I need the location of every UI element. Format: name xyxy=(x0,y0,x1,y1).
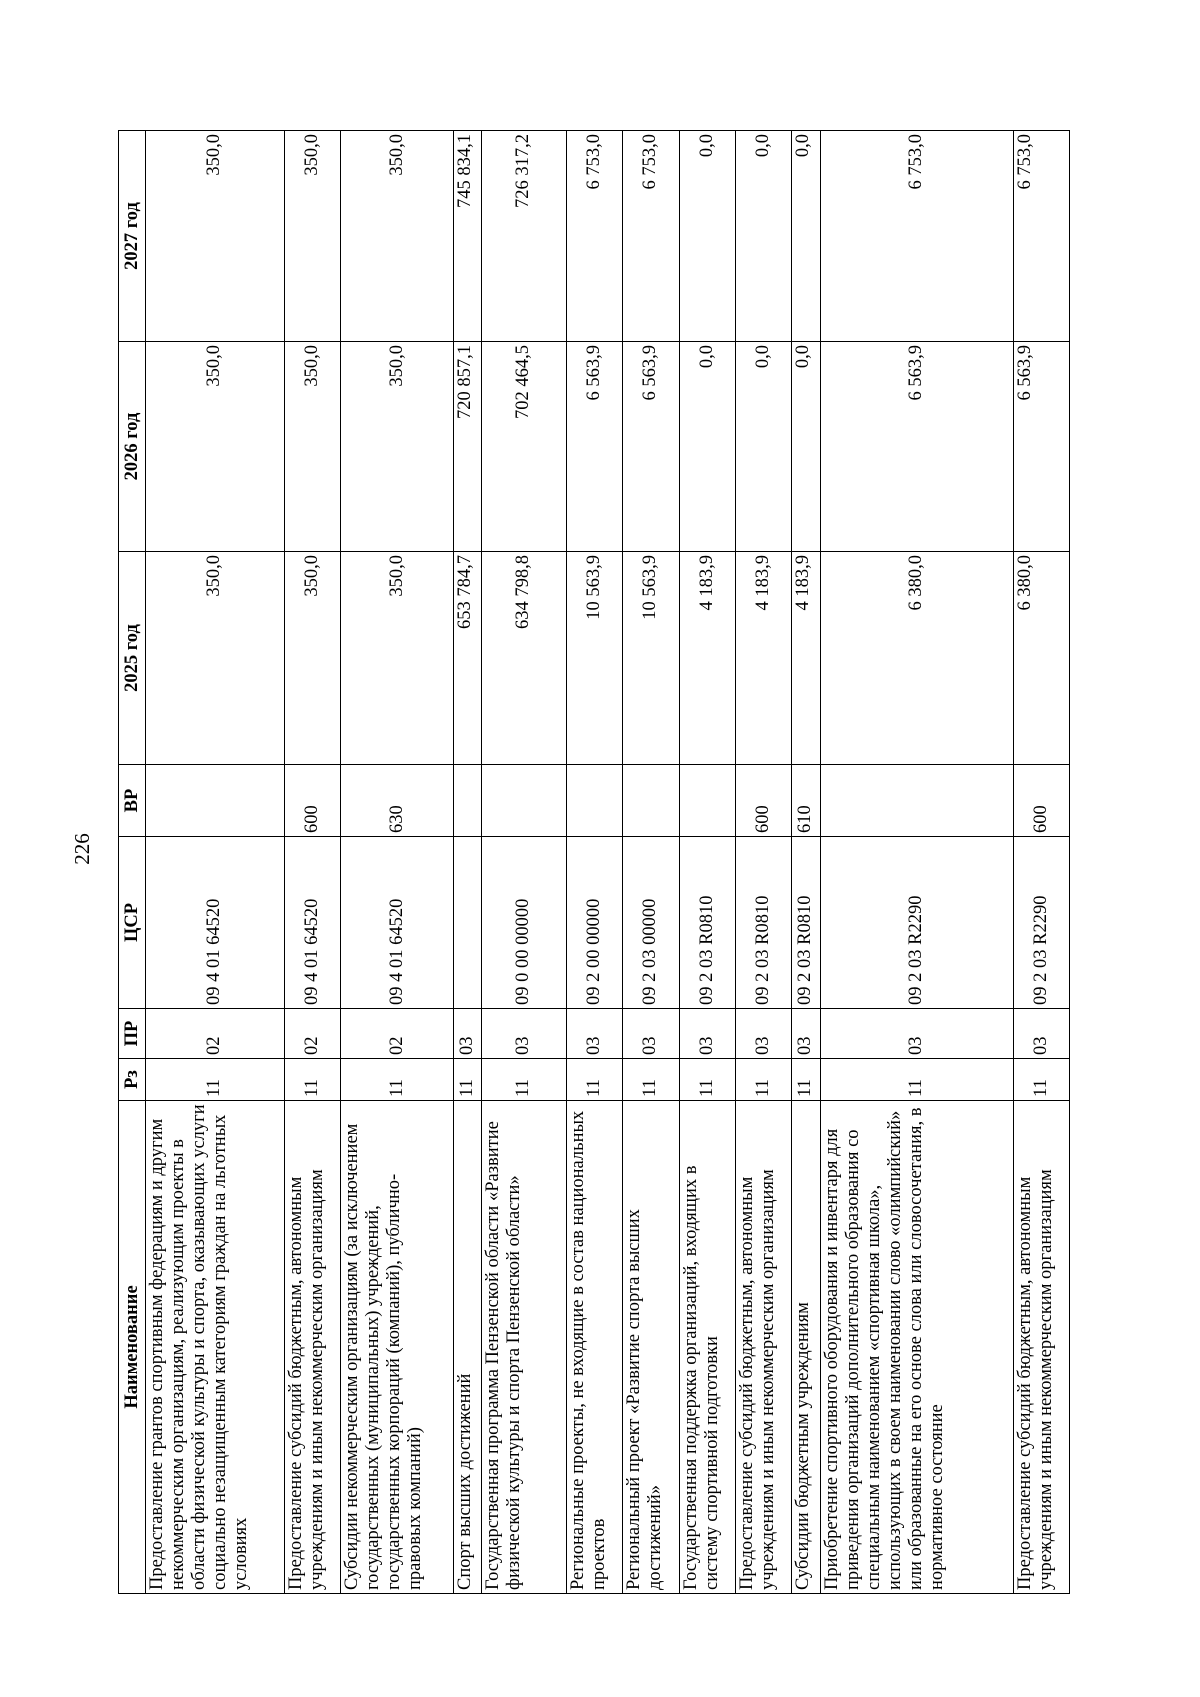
cell-2027: 745 834,1 xyxy=(453,131,481,342)
cell-pr: 02 xyxy=(146,1009,285,1059)
table-row xyxy=(566,131,622,1594)
cell-2026: 350,0 xyxy=(146,342,285,552)
cell-csr: 09 0 00 00000 xyxy=(482,837,567,1009)
cell-csr xyxy=(453,837,481,1009)
budget-table xyxy=(118,130,1070,1594)
cell-rz: 11 xyxy=(735,1059,791,1101)
cell-vr xyxy=(820,765,1013,837)
cell-pr: 03 xyxy=(566,1009,622,1059)
budget-table-container xyxy=(118,131,1070,1594)
cell-vr xyxy=(566,765,622,837)
cell-csr: 09 2 03 R2290 xyxy=(820,837,1013,1009)
table-row xyxy=(284,131,340,1594)
cell-rz: 11 xyxy=(284,1059,340,1101)
cell-vr xyxy=(146,765,285,837)
cell-name: Приобретение спортивного оборудования и инвентаря для приведения организаций дополнительного образования со специальным наименованием «спортивная школа», использующих в своем наименовании слово «олимпийский» или образованные на его основе слова или словосочетания, в нормативное состояние xyxy=(820,1101,1013,1594)
cell-rz: 11 xyxy=(146,1059,285,1101)
cell-rz: 11 xyxy=(453,1059,481,1101)
header-2026: 2026 год xyxy=(119,342,146,552)
cell-csr: 09 4 01 64520 xyxy=(284,837,340,1009)
cell-2027: 350,0 xyxy=(284,131,340,342)
cell-pr: 02 xyxy=(284,1009,340,1059)
cell-2025: 4 183,9 xyxy=(792,552,820,765)
cell-csr: 09 2 00 00000 xyxy=(566,837,622,1009)
cell-2027: 350,0 xyxy=(146,131,285,342)
cell-2027: 6 753,0 xyxy=(820,131,1013,342)
cell-2027: 6 753,0 xyxy=(1013,131,1069,342)
cell-rz: 11 xyxy=(482,1059,567,1101)
cell-rz: 11 xyxy=(679,1059,735,1101)
cell-2026: 0,0 xyxy=(679,342,735,552)
cell-2027: 6 753,0 xyxy=(566,131,622,342)
cell-pr: 02 xyxy=(341,1009,454,1059)
cell-rz: 11 xyxy=(820,1059,1013,1101)
cell-2027: 0,0 xyxy=(679,131,735,342)
table-row xyxy=(792,131,820,1594)
cell-2026: 720 857,1 xyxy=(453,342,481,552)
header-2027: 2027 год xyxy=(119,131,146,342)
cell-csr: 09 4 01 64520 xyxy=(146,837,285,1009)
cell-2025: 10 563,9 xyxy=(566,552,622,765)
cell-2026: 350,0 xyxy=(341,342,454,552)
cell-csr: 09 2 03 00000 xyxy=(623,837,679,1009)
cell-pr: 03 xyxy=(453,1009,481,1059)
cell-vr: 610 xyxy=(792,765,820,837)
table-row xyxy=(341,131,454,1594)
cell-pr: 03 xyxy=(1013,1009,1069,1059)
cell-pr: 03 xyxy=(820,1009,1013,1059)
header-rz: Рз xyxy=(119,1059,146,1101)
cell-name: Государственная программа Пензенской области «Развитие физической культуры и спорта Пензенской области» xyxy=(482,1101,567,1594)
cell-2026: 6 563,9 xyxy=(1013,342,1069,552)
cell-2026: 6 563,9 xyxy=(623,342,679,552)
cell-name: Государственная поддержка организаций, входящих в систему спортивной подготовки xyxy=(679,1101,735,1594)
cell-2025: 653 784,7 xyxy=(453,552,481,765)
header-pr: ПР xyxy=(119,1009,146,1059)
cell-2026: 350,0 xyxy=(284,342,340,552)
cell-2025: 350,0 xyxy=(146,552,285,765)
cell-pr: 03 xyxy=(792,1009,820,1059)
table-header-row xyxy=(119,131,146,1594)
cell-pr: 03 xyxy=(679,1009,735,1059)
cell-vr: 600 xyxy=(1013,765,1069,837)
cell-2025: 10 563,9 xyxy=(623,552,679,765)
table-row xyxy=(1013,131,1069,1594)
cell-2027: 6 753,0 xyxy=(623,131,679,342)
cell-2025: 350,0 xyxy=(284,552,340,765)
table-row xyxy=(623,131,679,1594)
cell-2026: 6 563,9 xyxy=(566,342,622,552)
header-name: Наименование xyxy=(119,1101,146,1594)
cell-2027: 0,0 xyxy=(792,131,820,342)
header-vr: ВР xyxy=(119,765,146,837)
cell-2027: 726 317,2 xyxy=(482,131,567,342)
cell-2025: 4 183,9 xyxy=(679,552,735,765)
cell-rz: 11 xyxy=(566,1059,622,1101)
cell-pr: 03 xyxy=(735,1009,791,1059)
header-2025: 2025 год xyxy=(119,552,146,765)
cell-2025: 6 380,0 xyxy=(820,552,1013,765)
cell-csr: 09 2 03 R0810 xyxy=(735,837,791,1009)
cell-name: Спорт высших достижений xyxy=(453,1101,481,1594)
cell-2025: 6 380,0 xyxy=(1013,552,1069,765)
cell-2026: 0,0 xyxy=(735,342,791,552)
cell-2026: 6 563,9 xyxy=(820,342,1013,552)
cell-rz: 11 xyxy=(1013,1059,1069,1101)
cell-vr: 600 xyxy=(284,765,340,837)
cell-2026: 0,0 xyxy=(792,342,820,552)
cell-csr: 09 2 03 R0810 xyxy=(792,837,820,1009)
cell-rz: 11 xyxy=(792,1059,820,1101)
cell-name: Региональные проекты, не входящие в состав национальных проектов xyxy=(566,1101,622,1594)
cell-vr xyxy=(482,765,567,837)
cell-vr: 600 xyxy=(735,765,791,837)
table-row xyxy=(679,131,735,1594)
cell-name: Предоставление субсидий бюджетным, автономным учреждениям и иным некоммерческим организациям xyxy=(735,1101,791,1594)
cell-vr xyxy=(453,765,481,837)
cell-csr: 09 2 03 R2290 xyxy=(1013,837,1069,1009)
cell-2025: 634 798,8 xyxy=(482,552,567,765)
table-row xyxy=(820,131,1013,1594)
cell-2026: 702 464,5 xyxy=(482,342,567,552)
header-csr: ЦСР xyxy=(119,837,146,1009)
cell-name: Предоставление субсидий бюджетным, автономным учреждениям и иным некоммерческим организациям xyxy=(1013,1101,1069,1594)
cell-name: Субсидии некоммерческим организациям (за исключением государственных (муниципальных) учреждений, государственных корпораций (компаний), публично-правовых компаний) xyxy=(341,1101,454,1594)
cell-2027: 350,0 xyxy=(341,131,454,342)
cell-2025: 350,0 xyxy=(341,552,454,765)
cell-csr: 09 2 03 R0810 xyxy=(679,837,735,1009)
table-row xyxy=(482,131,567,1594)
page-number: 226 xyxy=(70,833,94,865)
cell-vr xyxy=(623,765,679,837)
cell-pr: 03 xyxy=(482,1009,567,1059)
table-row xyxy=(453,131,481,1594)
cell-2025: 4 183,9 xyxy=(735,552,791,765)
cell-vr xyxy=(679,765,735,837)
table-row xyxy=(735,131,791,1594)
cell-csr: 09 4 01 64520 xyxy=(341,837,454,1009)
cell-rz: 11 xyxy=(623,1059,679,1101)
cell-2027: 0,0 xyxy=(735,131,791,342)
cell-name: Предоставление субсидий бюджетным, автономным учреждениям и иным некоммерческим организациям xyxy=(284,1101,340,1594)
cell-name: Региональный проект «Развитие спорта высших достижений» xyxy=(623,1101,679,1594)
cell-name: Субсидии бюджетным учреждениям xyxy=(792,1101,820,1594)
cell-vr: 630 xyxy=(341,765,454,837)
table-row xyxy=(146,131,285,1594)
cell-pr: 03 xyxy=(623,1009,679,1059)
cell-name: Предоставление грантов спортивным федерациям и другим некоммерческим организациям, реализующим проекты в области физической культуры и спорта, оказывающих услуги социально незащищенным категориям граждан на льготных условиях xyxy=(146,1101,285,1594)
cell-rz: 11 xyxy=(341,1059,454,1101)
